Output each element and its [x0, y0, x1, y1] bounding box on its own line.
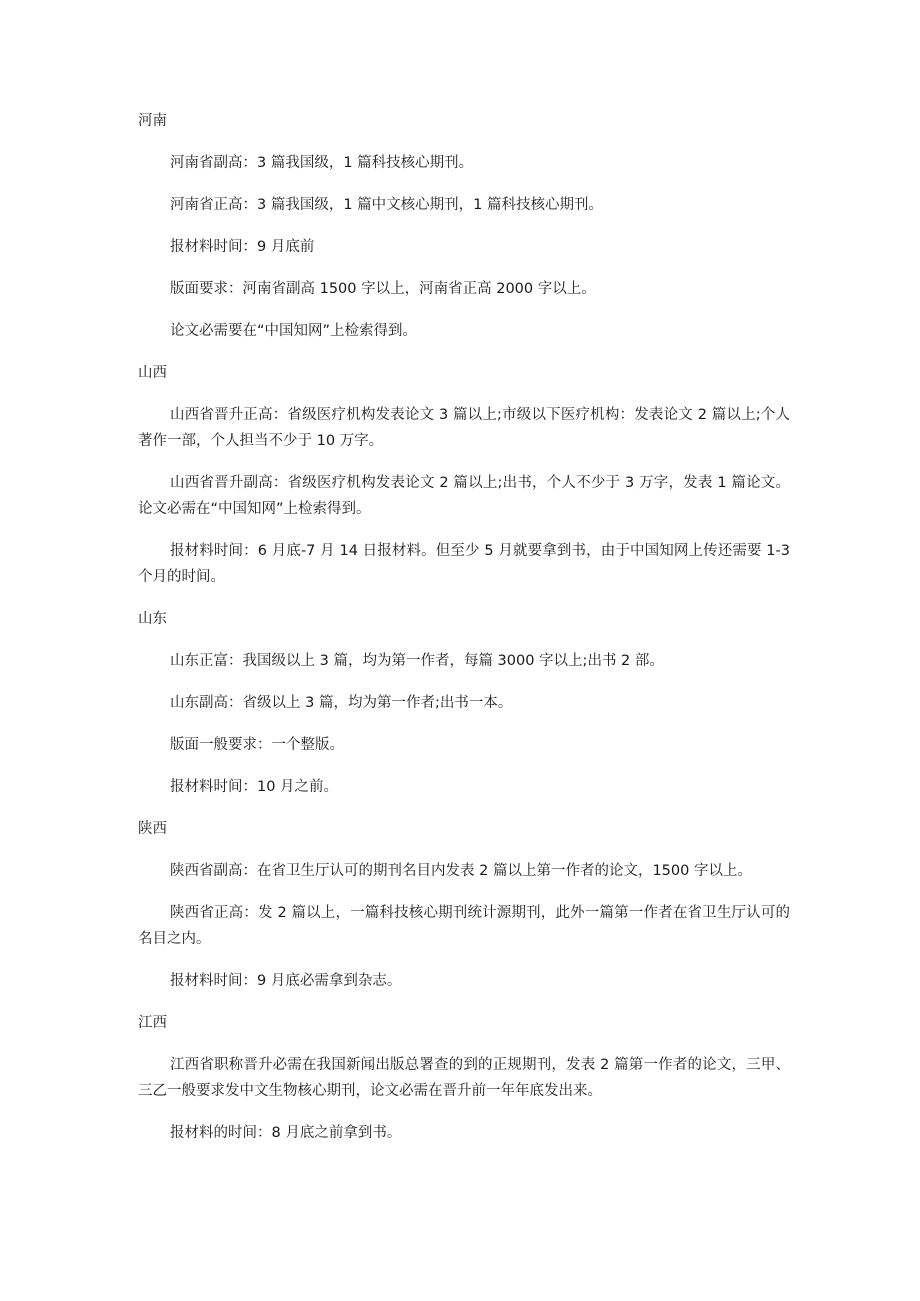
section-title-henan: 河南 [138, 113, 167, 129]
paragraph: 陕西省副高：在省卫生厅认可的期刊名目内发表 2 篇以上第一作者的论文，1500 字以上。 [170, 863, 752, 879]
paragraph: 江西省职称晋升必需在我国新闻出版总署查的到的正规期刊，发表 2 篇第一作者的论文，三甲、三乙一般要求发中文生物核心期刊，论文必需在晋升前一年年底发出来。 [138, 1057, 790, 1099]
paragraph: 陕西省正高：发 2 篇以上，一篇科技核心期刊统计源期刊，此外一篇第一作者在省卫生厅认可的名目之内。 [138, 905, 790, 947]
paragraph: 河南省正高：3 篇我国级，1 篇中文核心期刊，1 篇科技核心期刊。 [170, 197, 604, 213]
paragraph: 山西省晋升副高：省级医疗机构发表论文 2 篇以上;出书，个人不少于 3 万字，发表 1 篇论文。论文必需在“中国知网”上检索得到。 [138, 475, 790, 517]
section-title-shandong: 山东 [138, 611, 167, 627]
section-title-jiangxi: 江西 [138, 1015, 167, 1031]
paragraph: 报材料的时间：8 月底之前拿到书。 [170, 1125, 402, 1141]
paragraph: 山东副高：省级以上 3 篇，均为第一作者;出书一本。 [170, 695, 513, 711]
paragraph: 报材料时间：10 月之前。 [170, 779, 339, 795]
section-title-shaanxi: 陕西 [138, 821, 167, 837]
paragraph: 报材料时间：9 月底必需拿到杂志。 [170, 973, 402, 989]
document-body [138, 108, 790, 1162]
paragraph: 报材料时间：9 月底前 [170, 239, 315, 255]
paragraph: 论文必需要在“中国知网”上检索得到。 [170, 323, 418, 339]
paragraph: 山东正富：我国级以上 3 篇，均为第一作者，每篇 3000 字以上;出书 2 部。 [170, 653, 664, 669]
paragraph: 版面要求：河南省副高 1500 字以上，河南省正高 2000 字以上。 [170, 281, 596, 297]
section-title-shanxi: 山西 [138, 365, 167, 381]
paragraph: 报材料时间：6 月底-7 月 14 日报材料。但至少 5 月就要拿到书，由于中国知网上传还需要 1-3 个月的时间。 [138, 543, 790, 585]
paragraph: 河南省副高：3 篇我国级，1 篇科技核心期刊。 [170, 155, 474, 171]
paragraph: 山西省晋升正高：省级医疗机构发表论文 3 篇以上;市级以下医疗机构：发表论文 2 篇以上;个人著作一部，个人担当不少于 10 万字。 [138, 407, 790, 449]
paragraph: 版面一般要求：一个整版。 [170, 737, 344, 753]
